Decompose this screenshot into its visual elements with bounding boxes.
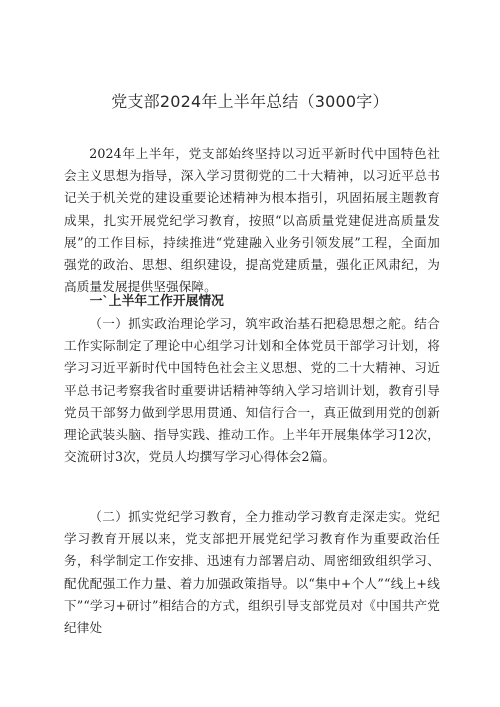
paragraph-intro: 2024年上半年，党支部始终坚持以习近平新时代中国特色社会主义思想为指导，深入学习贯彻党的二十大精神，以习近平总书记关于机关党的建设重要论述精神为根本指引，巩固拓展主题教育成果，扎实开展党纪学习教育，按照“以高质量党建促进高质量发展”的工作目标，持续推进“党建融入业务引领发展”工程，全面加强党的政治、思想、组织建设，提高党建质量，强化正风肃纪，为高质量发展提供坚强保障。	[64, 146, 440, 295]
paragraph-theory-study: （一）抓实政治理论学习，筑牢政治基石把稳思想之舵。结合工作实际制定了理论中心组学习计划和全体党员干部学习计划，将学习习近平新时代中国特色社会主义思想、党的二十大精神、习近平总书记考察我省时重要讲话精神等纳入学习培训计划，教育引导党员干部努力做到学思用贯通、知信行合一，真正做到用党的创新理论武装头脑、指导实践、推动工作。上半年开展集体学习12次，交流研讨3次，党员人均撰写学习心得体会2篇。	[64, 316, 440, 465]
section-heading: 一`上半年工作开展情况	[89, 294, 224, 309]
document-title: 党支部2024年上半年总结（3000字）	[111, 92, 389, 111]
paragraph-discipline-education: （二）抓实党纪学习教育，全力推动学习教育走深走实。党纪学习教育开展以来，党支部把开展党纪学习教育作为重要政治任务，科学制定工作安排、迅速有力部署启动、周密细致组织学习、配优配强工作力量、着力加强政策指导。以“集中+个人”“线上+线下”“学习+研讨”相结合的方式，组织引导支部党员对《中国共产党纪律处	[64, 509, 440, 636]
